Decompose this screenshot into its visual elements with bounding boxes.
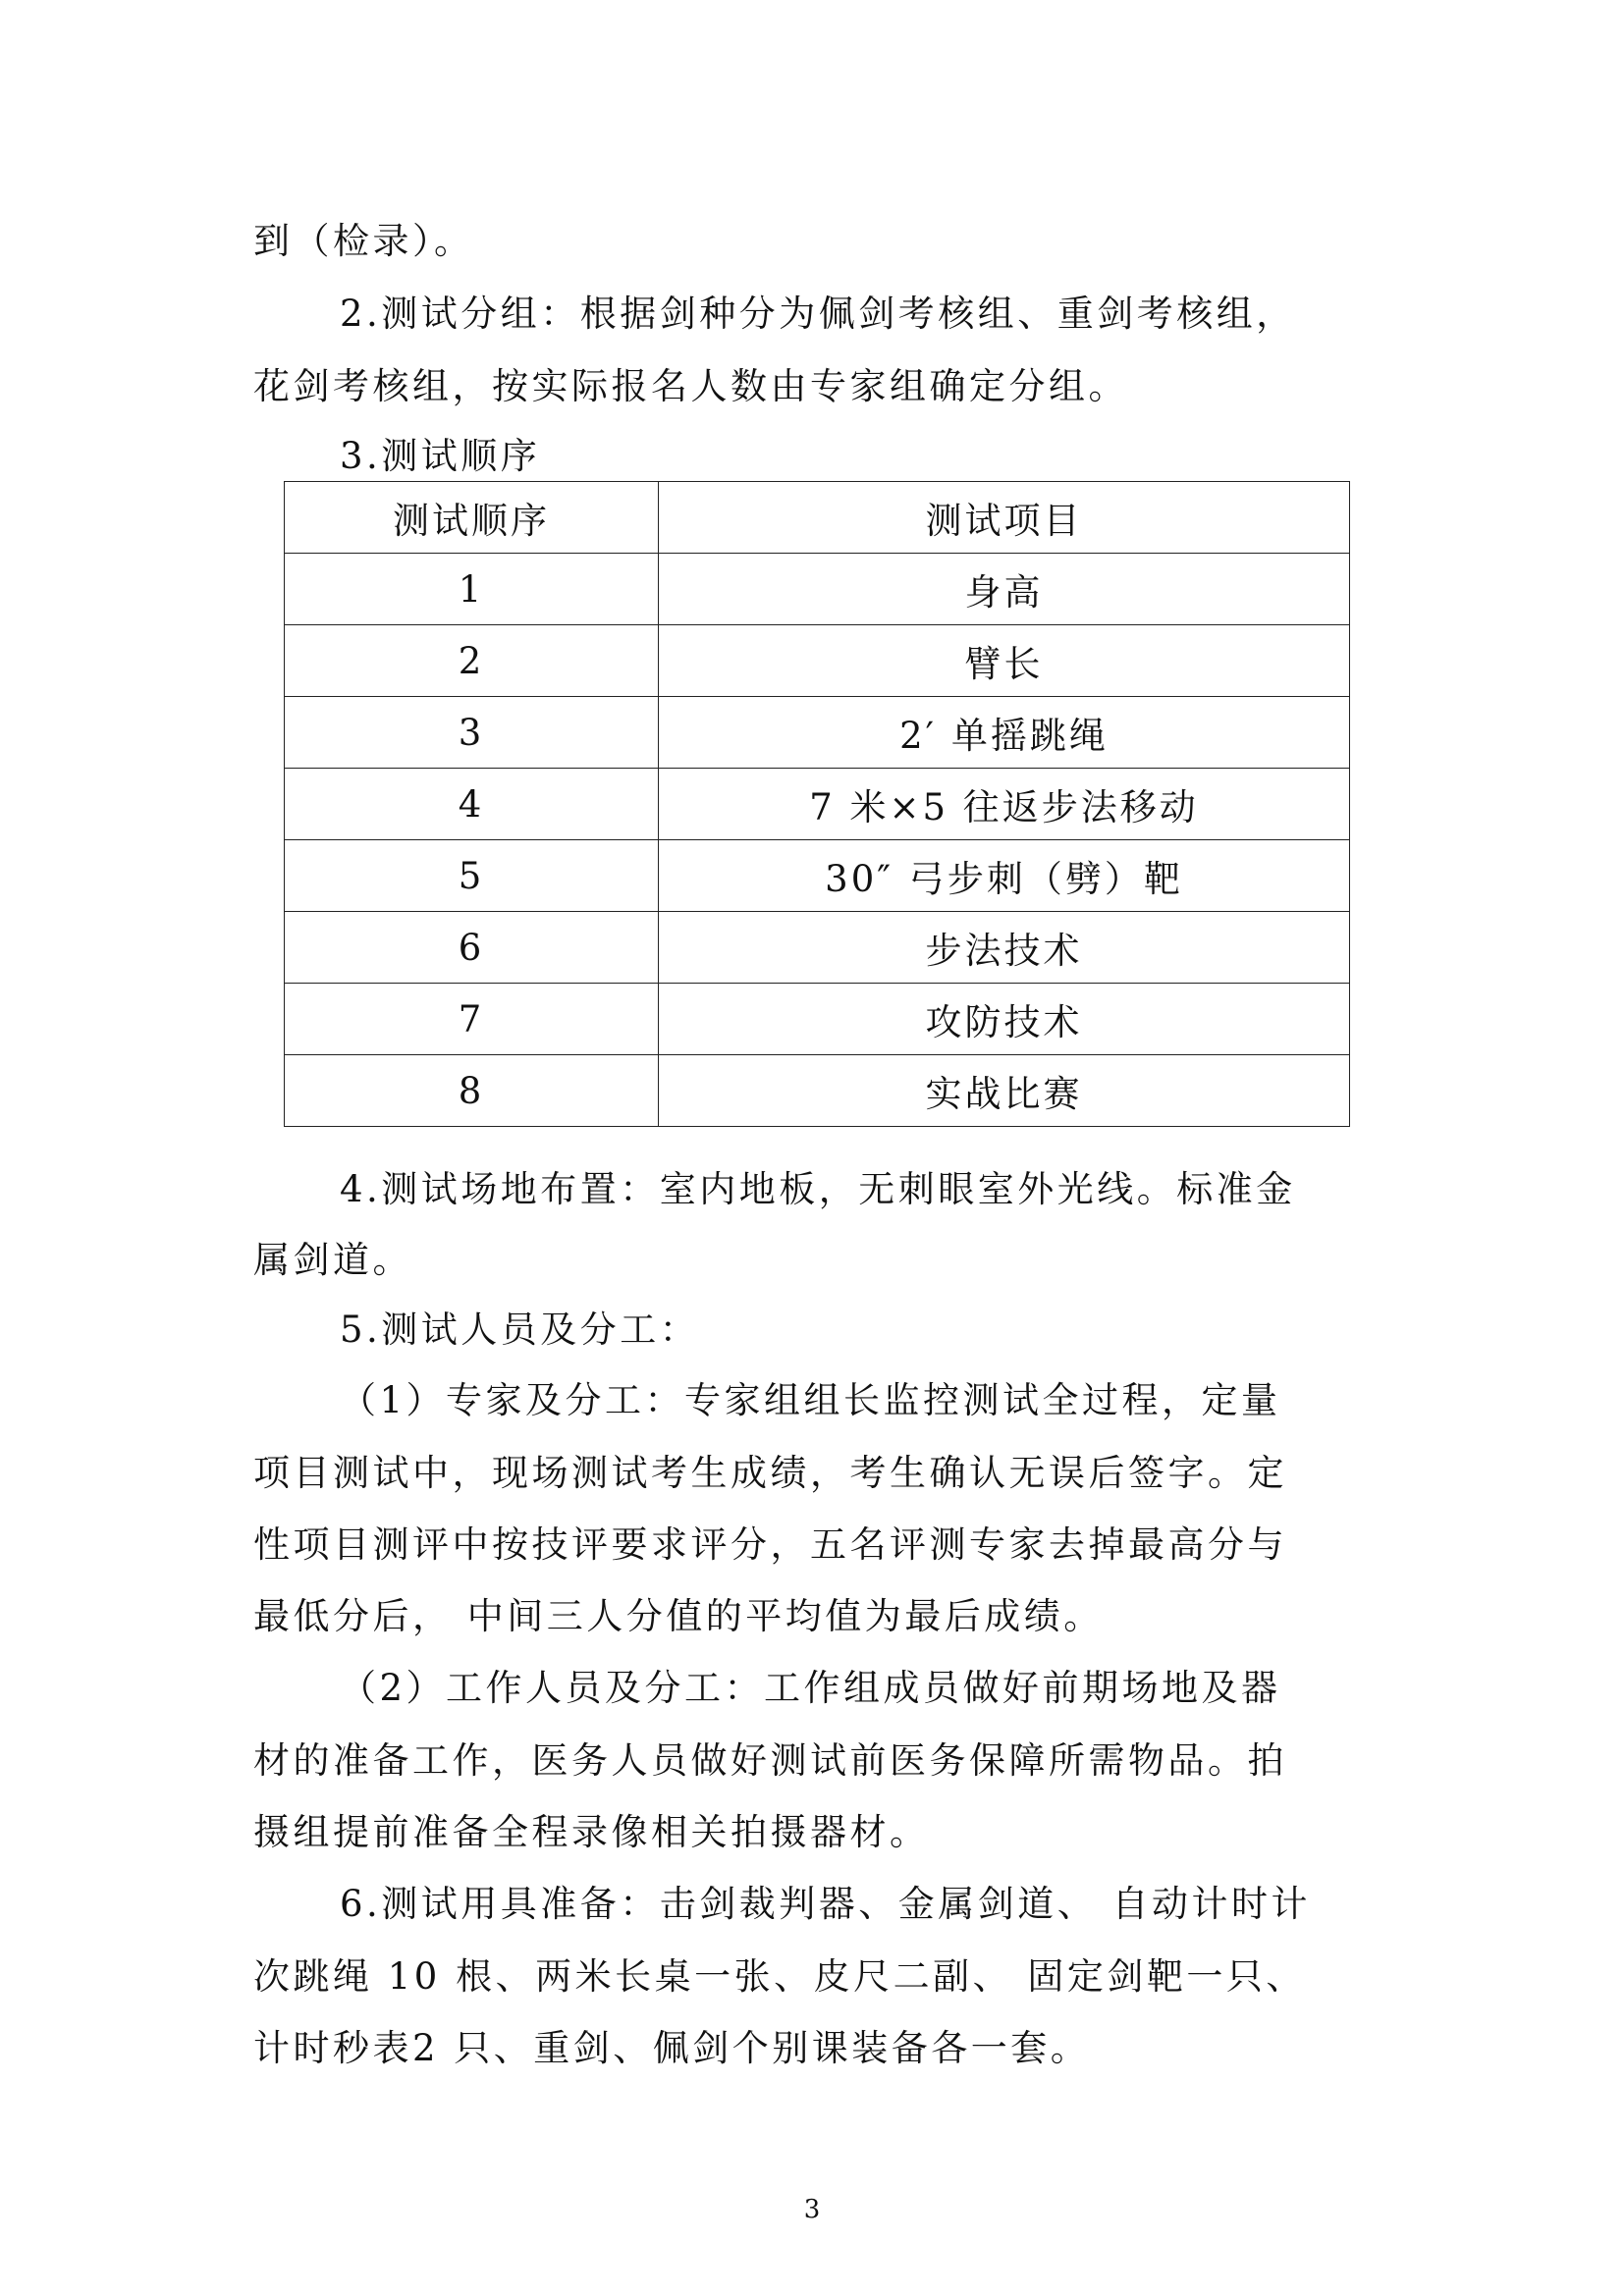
cell-item: 2′ 单摇跳绳 (659, 697, 1350, 769)
test-order-table (284, 481, 1349, 1127)
cell-item: 实战比赛 (659, 1055, 1350, 1127)
cell-order: 4 (285, 769, 659, 840)
cell-order: 1 (285, 554, 659, 625)
table-row (285, 912, 1350, 984)
table-row (285, 697, 1350, 769)
header-test-order: 测试顺序 (285, 482, 659, 554)
table-row (285, 1055, 1350, 1127)
cell-item: 攻防技术 (659, 984, 1350, 1055)
paragraph-line: 花剑考核组，按实际报名人数由专家组确定分组。 (253, 365, 1128, 407)
paragraph-line: 2.测试分组：根据剑种分为佩剑考核组、重剑考核组， (340, 293, 1296, 335)
table-row (285, 554, 1350, 625)
paragraph-line: 计时秒表2 只、重剑、佩剑个别课装备各一套。 (253, 2027, 1091, 2069)
table-row (285, 984, 1350, 1055)
table-row (285, 840, 1350, 912)
header-test-item: 测试项目 (659, 482, 1350, 554)
cell-order: 8 (285, 1055, 659, 1127)
paragraph-line: （2）工作人员及分工：工作组成员做好前期场地及器 (340, 1667, 1281, 1709)
table-header-row (285, 482, 1350, 554)
paragraph-line: 6.测试用具准备：击剑裁判器、金属剑道、 自动计时计 (340, 1883, 1312, 1925)
table-row (285, 769, 1350, 840)
cell-order: 7 (285, 984, 659, 1055)
paragraph-line: 材的准备工作，医务人员做好测试前医务保障所需物品。拍 (253, 1739, 1287, 1782)
cell-item: 30″ 弓步刺（劈）靶 (659, 840, 1350, 912)
cell-item: 臂长 (659, 625, 1350, 697)
paragraph-line: （1）专家及分工：专家组组长监控测试全过程，定量 (340, 1379, 1281, 1421)
page-number: 3 (803, 2195, 821, 2224)
paragraph-line: 最低分后， 中间三人分值的平均值为最后成绩。 (253, 1595, 1104, 1637)
section-heading: 3.测试顺序 (340, 435, 541, 477)
table-row (285, 625, 1350, 697)
paragraph-line: 到（检录）。 (253, 220, 474, 262)
cell-order: 6 (285, 912, 659, 984)
cell-order: 5 (285, 840, 659, 912)
paragraph-line: 性项目测评中按技评要求评分，五名评测专家去掉最高分与 (253, 1523, 1287, 1566)
cell-order: 3 (285, 697, 659, 769)
paragraph-line: 4.测试场地布置：室内地板，无刺眼室外光线。标准金 (340, 1168, 1296, 1210)
cell-item: 步法技术 (659, 912, 1350, 984)
paragraph-line: 项目测试中，现场测试考生成绩，考生确认无误后签字。定 (253, 1452, 1287, 1494)
cell-order: 2 (285, 625, 659, 697)
paragraph-line: 次跳绳 10 根、两米长桌一张、皮尺二副、 固定剑靶一只、 (253, 1955, 1306, 1998)
paragraph-line: 摄组提前准备全程录像相关拍摄器材。 (253, 1811, 930, 1853)
cell-item: 身高 (659, 554, 1350, 625)
section-heading: 5.测试人员及分工： (340, 1308, 700, 1351)
paragraph-line: 属剑道。 (253, 1239, 412, 1281)
cell-item: 7 米×5 往返步法移动 (659, 769, 1350, 840)
